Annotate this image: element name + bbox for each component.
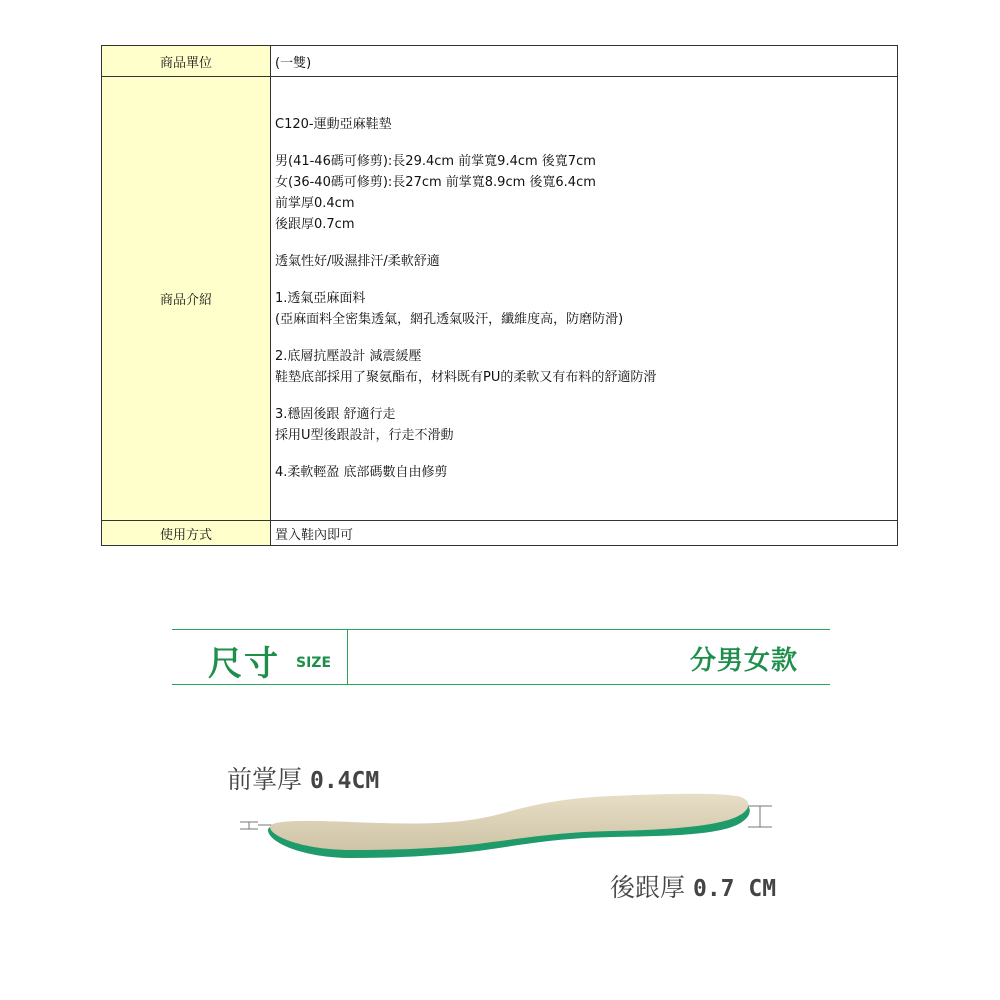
unit-value: (一雙) [271, 46, 898, 77]
intro-line: 男(41-46碼可修剪):長29.4cm 前掌寬9.4cm 後寬7cm [275, 154, 596, 169]
intro-line: 前掌厚0.4cm [275, 196, 355, 211]
intro-line: 1.透氣亞麻面料 [275, 291, 366, 306]
intro-line: 4.柔軟輕盈 底部碼數自由修剪 [275, 465, 448, 480]
spec-table [101, 45, 898, 546]
size-variant-note: 分男女款 [689, 646, 798, 676]
intro-line: 透氣性好/吸濕排汗/柔軟舒適 [275, 254, 440, 269]
usage-label: 使用方式 [102, 521, 271, 546]
heel-thickness-label [610, 868, 776, 904]
intro-point-4 [275, 462, 897, 483]
intro-line: 女(36-40碼可修剪):長27cm 前掌寬8.9cm 後寬6.4cm [275, 175, 596, 190]
size-subtitle: SIZE [296, 655, 332, 671]
intro-title-paragraph [275, 114, 897, 135]
size-title: 尺寸 [208, 644, 280, 684]
intro-line: (亞麻面料全密集透氣，網孔透氣吸汗，纖維度高，防磨防滑) [275, 312, 624, 327]
intro-content [271, 77, 898, 521]
intro-size-paragraph [275, 151, 897, 235]
size-title-box [172, 630, 348, 684]
row-unit [102, 46, 898, 77]
intro-line: C120-運動亞麻鞋墊 [275, 117, 392, 132]
intro-point-1 [275, 288, 897, 330]
heel-thickness-text: 後跟厚 [610, 873, 686, 902]
intro-line: 採用U型後跟設計，行走不滑動 [275, 428, 454, 443]
intro-point-2 [275, 346, 897, 388]
intro-line: 後跟厚0.7cm [275, 217, 355, 232]
unit-label: 商品單位 [102, 46, 271, 77]
intro-feature-paragraph [275, 251, 897, 272]
heel-thickness-marker [748, 806, 772, 827]
row-usage [102, 521, 898, 546]
usage-value: 置入鞋內即可 [271, 521, 898, 546]
front-thickness-text: 前掌厚 [227, 765, 303, 794]
front-thickness-marker [240, 822, 272, 829]
intro-point-3 [275, 404, 897, 446]
size-header [172, 629, 830, 685]
front-thickness-value: 0.4CM [309, 768, 380, 794]
intro-line: 鞋墊底部採用了聚氨酯布，材料既有PU的柔軟又有布料的舒適防滑 [275, 370, 657, 385]
intro-label: 商品介紹 [102, 77, 271, 521]
row-intro [102, 77, 898, 521]
intro-line: 3.穩固後跟 舒適行走 [275, 407, 396, 422]
insole-illustration [232, 780, 777, 860]
intro-line: 2.底層抗壓設計 減震緩壓 [275, 349, 422, 364]
heel-thickness-value: 0.7 CM [692, 876, 777, 902]
